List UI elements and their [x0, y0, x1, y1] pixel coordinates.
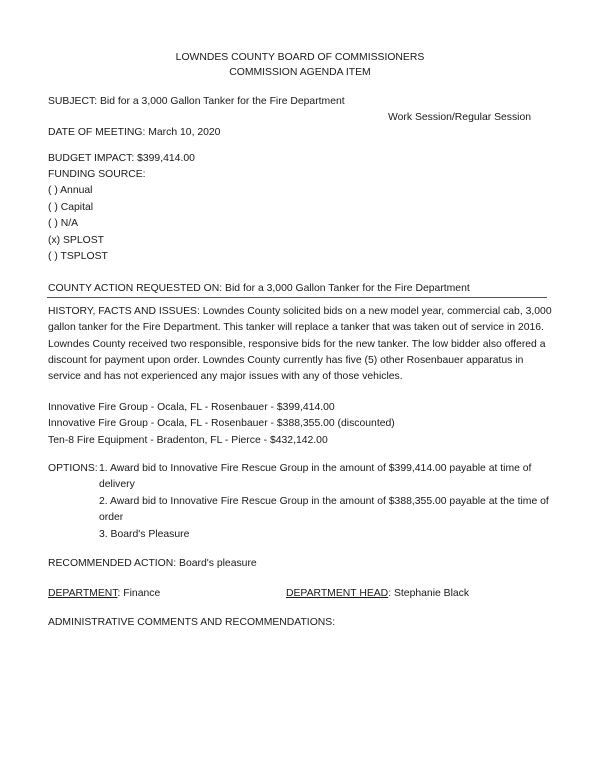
- subject: SUBJECT: Bid for a 3,000 Gallon Tanker for the Fire Department: [48, 96, 345, 107]
- session-type: Work Session/Regular Session: [388, 112, 532, 123]
- department-head: [286, 587, 469, 600]
- date-of-meeting: DATE OF MEETING: March 10, 2020: [48, 127, 221, 138]
- history-line: service and has not experienced any major issues with any of those vehicles.: [48, 371, 403, 382]
- recommended-action: RECOMMENDED ACTION: Board's pleasure: [48, 558, 257, 569]
- option-line: 1. Award bid to Innovative Fire Rescue Group in the amount of $399,414.00 payable at time of: [99, 463, 532, 474]
- options-label: OPTIONS:: [48, 463, 98, 474]
- history-line: Lowndes County received two responsible, responsive bids for the new tanker. The low bidder also offered a: [48, 339, 546, 350]
- bid-item: Innovative Fire Group - Ocala, FL - Rosenbauer - $388,355.00 (discounted): [48, 418, 395, 429]
- option-line: delivery: [99, 479, 135, 490]
- bid-item: Innovative Fire Group - Ocala, FL - Rosenbauer - $399,414.00: [48, 402, 335, 413]
- option-line: order: [99, 512, 124, 523]
- funding-option-na: ( ) N/A: [48, 218, 79, 229]
- department-head-value: : Stephanie Black: [388, 588, 470, 599]
- funding-option-capital: ( ) Capital: [48, 202, 94, 213]
- divider: [47, 297, 547, 298]
- funding-option-splost: (x) SPLOST: [48, 235, 105, 246]
- header-title: LOWNDES COUNTY BOARD OF COMMISSIONERS: [175, 52, 425, 63]
- budget-impact: BUDGET IMPACT: $399,414.00: [48, 153, 195, 164]
- history-line: gallon tanker for the Fire Department. This tanker will replace a tanker that was taken out of service in 2016.: [48, 322, 544, 333]
- header-subtitle: COMMISSION AGENDA ITEM: [229, 67, 371, 78]
- department-label: DEPARTMENT: [48, 588, 118, 599]
- history-line: discount for payment upon order. Lowndes County currently has five (5) other Rosenbauer apparatus in: [48, 355, 524, 366]
- history-line: HISTORY, FACTS AND ISSUES: Lowndes County solicited bids on a new model year, commercial cab, 3,000: [48, 306, 552, 317]
- funding-source-label: FUNDING SOURCE:: [48, 169, 146, 180]
- option-line: 3. Board's Pleasure: [99, 529, 190, 540]
- department: [48, 587, 160, 600]
- department-value: : Finance: [117, 588, 161, 599]
- county-action: COUNTY ACTION REQUESTED ON: Bid for a 3,000 Gallon Tanker for the Fire Department: [48, 283, 470, 294]
- department-head-label: DEPARTMENT HEAD: [286, 588, 389, 599]
- option-line: 2. Award bid to Innovative Fire Rescue Group in the amount of $388,355.00 payable at the time of: [99, 496, 549, 507]
- funding-option-tsplost: ( ) TSPLOST: [48, 251, 108, 262]
- funding-option-annual: ( ) Annual: [48, 185, 93, 196]
- bid-item: Ten-8 Fire Equipment - Bradenton, FL - Pierce - $432,142.00: [48, 435, 328, 446]
- admin-comments: ADMINISTRATIVE COMMENTS AND RECOMMENDATIONS:: [48, 617, 336, 628]
